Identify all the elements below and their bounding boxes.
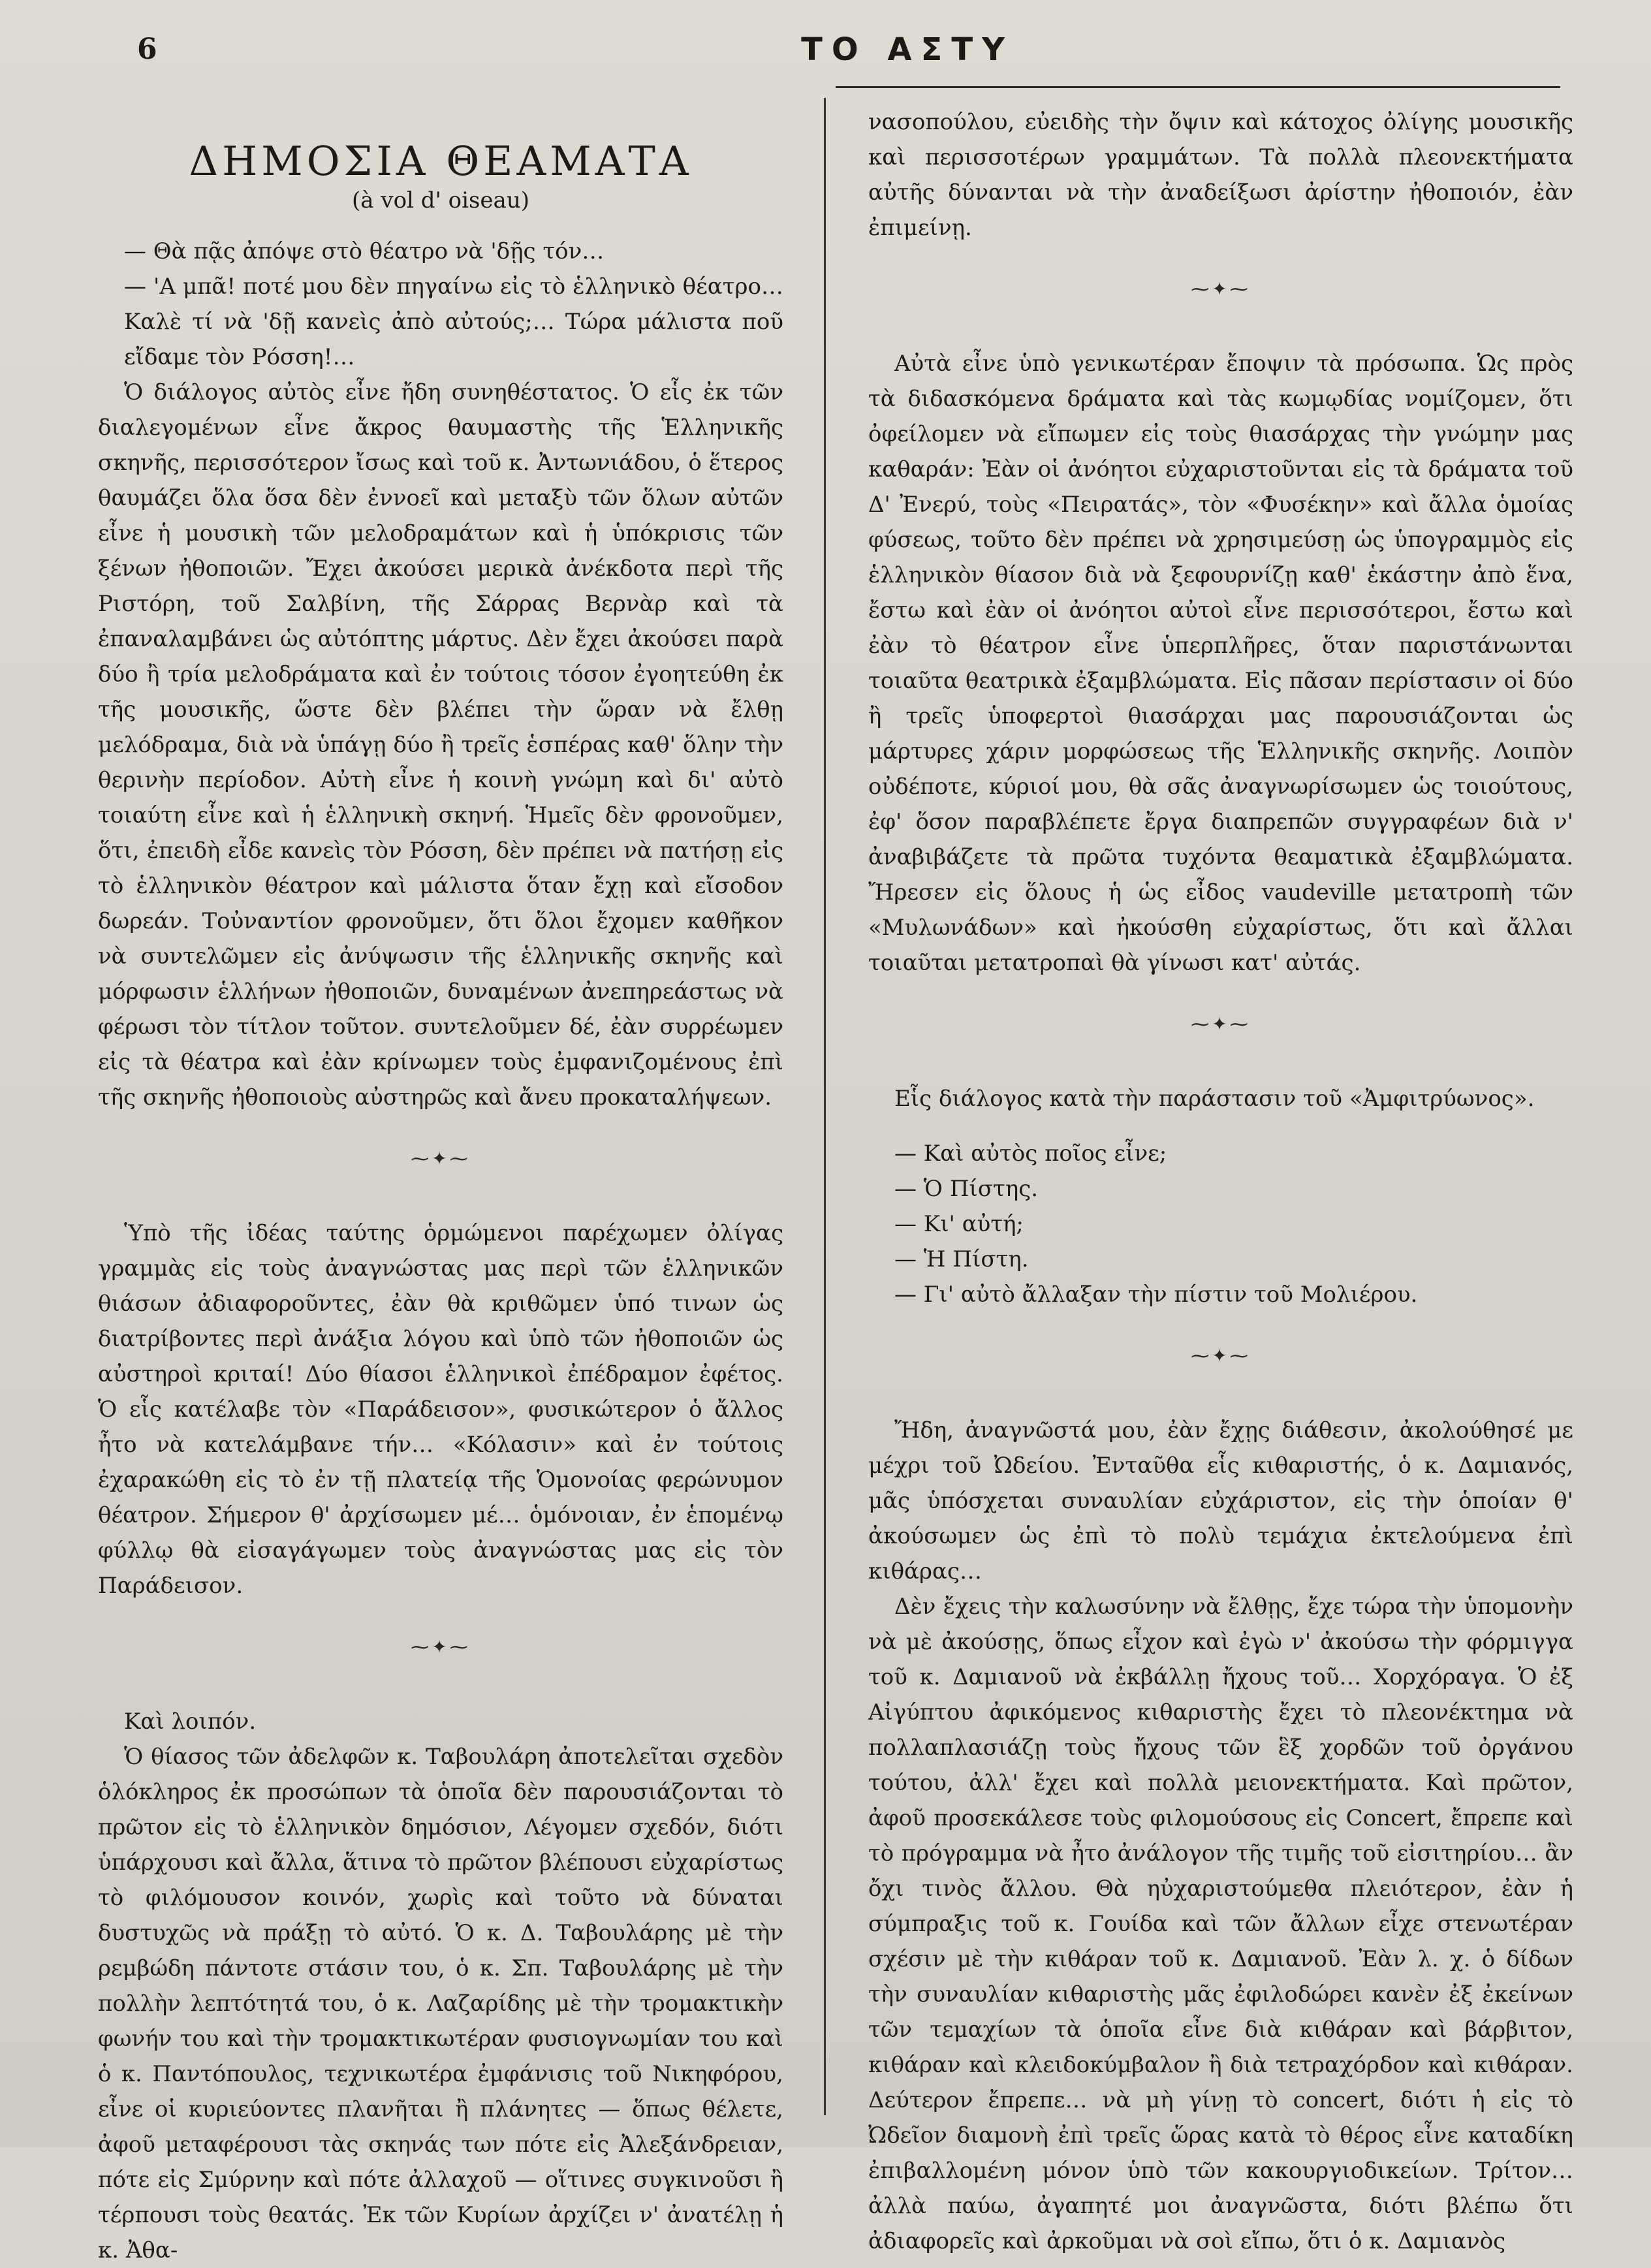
dialog-line: — Ὁ Πίστης.: [894, 1176, 1039, 1202]
dialog-line: — Ἡ Πίστη.: [894, 1246, 1029, 1272]
paragraph: Ὑπὸ τῆς ἰδέας ταύτης ὁρμώμενοι παρέχωμεν ὀλίγας γραμμὰς εἰς τοὺς ἀναγνώστας μας περὶ τῶν ἑλληνικῶν θιάσων ἀδιαφοροῦντες, ἐὰν θὰ κριθῶμεν ὑπό τινων ὡς διατρίβοντες περὶ ἀνάξια λόγου καὶ ὑπὸ τῶν ἠθοποιῶν ὡς αὐστηροὶ κριταί! Δύο θίασοι ἑλληνικοὶ ἐπέδραμον ἐφέτος. Ὁ εἷς κατέλαβε τὸν «Παράδεισον», φυσικώτερον ὁ ἄλλος ἦτο νὰ κατελάμβανε τήν… «Κόλασιν» καὶ ἐν τούτοις ἐχαρακώθη εἰς τὸ ἐν τῇ πλατείᾳ τῆς Ὁμονοίας φερώνυμον θέατρον. Σήμερον θ' ἀρχίσωμεν μέ… ὁμόνοιαν, ἐν ἑπομένῳ φύλλῳ θὰ εἰσαγάγωμεν τοὺς ἀναγνώστας μας εἰς τὸν Παράδεισον.: [98, 1220, 783, 1599]
page-header: [131, 29, 1567, 87]
column-divider: [824, 98, 826, 2115]
article-subtitle: (à vol d' oiseau): [352, 187, 529, 213]
dialog-line: — Θὰ πᾷς ἀπόψε στὸ θέατρο νὰ 'δῇς τόν…: [124, 238, 605, 264]
paragraph-lead: Καὶ λοιπόν.: [124, 1709, 257, 1735]
paragraph: Ὁ θίασος τῶν ἀδελφῶν κ. Ταβουλάρη ἀποτελεῖται σχεδὸν ὁλόκληρος ἐκ προσώπων τὰ ὁποῖα δὲν παρουσιάζονται τὸ πρῶτον εἰς τὸ ἑλληνικὸν δημόσιον, Λέγομεν σχεδόν, διότι ὑπάρχουσι καὶ ἄλλα, ἅτινα τὸ πρῶτον βλέπουσι εὐχαρίστως τὸ φιλόμουσον κοινόν, χωρὶς καὶ τοῦτο νὰ δύναται δυστυχῶς νὰ πράξῃ τὸ αὐτό. Ὁ κ. Δ. Ταβουλάρης μὲ τὴν ρεμβώδη πάντοτε στάσιν του, ὁ κ. Σπ. Ταβουλάρης μὲ τὴν πολλὴν λεπτότητά του, ὁ κ. Λαζαρίδης μὲ τὴν τρομακτικὴν φωνήν του καὶ τὴν τρομακτικωτέραν φυσιογνωμίαν του καὶ ὁ κ. Παντόπουλος, τεχνικωτέρα ἐμφάνισις τοῦ Νικηφόρου, εἶνε οἱ κυριεύοντες πλανῆται ἢ πλάνητες — ὅπως θέλετε, ἀφοῦ μεταφέρουσι τὰς σκηνάς των πότε εἰς Ἀλεξάνδρειαν, πότε εἰς Σμύρνην καὶ πότε ἀλλαχοῦ — οἵτινες συγκινοῦσι ἢ τέρπουσι τοὺς θεατάς. Ἐκ τῶν Κυρίων ἀρχίζει ν' ἀνατέλῃ ἡ κ. Ἀθα-: [98, 1744, 783, 2263]
masthead-title: ΤΟ ΑΣΤΥ: [801, 31, 1014, 68]
paragraph: Εἷς διάλογος κατὰ τὴν παράστασιν τοῦ «Ἀμφιτρύωνος».: [894, 1086, 1535, 1112]
section-ornament: ⁓✦⁓: [1191, 1013, 1251, 1035]
right-column: [868, 104, 1573, 2259]
paragraph: νασοπούλου, εὐειδὴς τὴν ὄψιν καὶ κάτοχος ὀλίγης μουσικῆς καὶ περισσοτέρων γραμμάτων. Τὰ πολλὰ πλεονεκτήματα αὐτῆς δύνανται νὰ τὴν ἀναδείξωσι ἀρίστην ἠθοποιόν, ἐὰν ἐπιμείνῃ.: [868, 109, 1573, 241]
section-ornament: ⁓✦⁓: [1191, 1345, 1251, 1366]
header-rule: [836, 86, 1560, 88]
dialog-line: — 'Α μπᾶ! ποτέ μου δὲν πηγαίνω εἰς τὸ ἑλληνικὸ θέατρο… Καλὲ τί νὰ 'δῇ κανεὶς ἀπὸ αὐτούς;… Τώρα μάλιστα ποῦ εἴδαμε τὸν Ρόσση!…: [124, 274, 783, 370]
section-ornament: ⁓✦⁓: [1191, 278, 1251, 300]
dialog-line: — Κι' αὐτή;: [894, 1211, 1024, 1237]
paragraph: Ἤδη, ἀναγνῶστά μου, ἐὰν ἔχῃς διάθεσιν, ἀκολούθησέ με μέχρι τοῦ Ὠδείου. Ἐνταῦθα εἷς κιθαριστής, ὁ κ. Δαμιανός, μᾶς ὑπόσχεται συναυλίαν εὐχάριστον, εἰς τὴν ὁποίαν θ' ἀκούσωμεν ὡς ἐπὶ τὸ πολὺ τεμάχια ἐκτελούμενα ἐπὶ κιθάρας…: [868, 1417, 1573, 1584]
paragraph: Ὁ διάλογος αὐτὸς εἶνε ἤδη συνηθέστατος. Ὁ εἷς ἐκ τῶν διαλεγομένων εἶνε ἄκρος θαυμαστὴς τῆς Ἑλληνικῆς σκηνῆς, περισσότερον ἴσως καὶ τοῦ κ. Ἀντωνιάδου, ὁ ἕτερος θαυμάζει ὅλα ὅσα δὲν ἐννοεῖ καὶ μεταξὺ τῶν ὅλων αὐτῶν εἶνε ἡ μουσικὴ τῶν μελοδραμάτων καὶ ἡ ὑπόκρισις τῶν ξένων ἠθοποιῶν. Ἔχει ἀκούσει μερικὰ ἀνέκδοτα περὶ τῆς Ριστόρη, τοῦ Σαλβίνη, τῆς Σάρρας Βερνὰρ καὶ τὰ ἐπαναλαμβάνει ὡς αὐτόπτης μάρτυς. Δὲν ἔχει ἀκούσει παρὰ δύο ἢ τρία μελοδράματα καὶ ἐν τούτοις τόσον ἐγοητεύθη ἐκ τῆς μουσικῆς, ὥστε δὲν βλέπει τὴν ὥραν νὰ ἔλθῃ μελόδραμα, διὰ νὰ ὑπάγῃ δύο ἢ τρεῖς ἑσπέρας καθ' ὅλην τὴν θερινὴν περίοδον. Αὐτὴ εἶνε ἡ κοινὴ γνώμη καὶ δι' αὐτὸ τοιαύτη εἶνε καὶ ἡ ἑλληνικὴ σκηνή. Ἡμεῖς δὲν φρονοῦμεν, ὅτι, ἐπειδὴ εἶδε κανεὶς τὸν Ρόσση, δὲν πρέπει νὰ πατήσῃ εἰς τὸ ἑλληνικὸν θέατρον καὶ μάλιστα ὅταν ἔχῃ καὶ εἴσοδον δωρεάν. Τοὐναντίον φρονοῦμεν, ὅτι ὅλοι ἔχομεν καθῆκον νὰ συντελῶμεν εἰς ἀνύψωσιν τῆς ἑλληνικῆς σκηνῆς καὶ μόρφωσιν ἑλλήνων ἠθοποιῶν, δυναμένων ἀνεπηρεάστως νὰ φέρωσι τὸν τίτλον τοῦτον. συντελοῦμεν δέ, ἐὰν συρρέωμεν εἰς τὰ θέατρα καὶ ἐὰν κρίνωμεν τοὺς ἐμφανιζομένους ἐπὶ τῆς σκηνῆς ἠθοποιοὺς αὐστηρῶς καὶ ἄνευ προκαταλήψεων.: [98, 379, 783, 1110]
article-title: ΔΗΜΟΣΙΑ ΘΕΑΜΑΤΑ: [189, 137, 693, 185]
section-ornament: ⁓✦⁓: [411, 1148, 471, 1169]
paragraph: Αὐτὰ εἶνε ὑπὸ γενικωτέραν ἔποψιν τὰ πρόσωπα. Ὡς πρὸς τὰ διδασκόμενα δράματα καὶ τὰς κωμῳδίας νομίζομεν, ὅτι ὀφείλομεν νὰ εἴπωμεν εἰς τοὺς θιασάρχας τὴν γνώμην μας καθαράν: Ἐὰν οἱ ἀνόητοι εὐχαριστοῦνται εἰς τὰ δράματα τοῦ Δ' Ἐνερύ, τοὺς «Πειρατάς», τὸν «Φυσέκην» καὶ ἄλλα ὁμοίας φύσεως, τοῦτο δὲν πρέπει νὰ χρησιμεύσῃ ὡς ὑπογραμμὸς εἰς ἑλληνικὸν θίασον διὰ νὰ ξεφουρνίζῃ καθ' ἑκάστην ἀπὸ ἕνα, ἔστω καὶ ἐὰν οἱ ἀνόητοι αὐτοὶ εἶνε περισσότεροι, ἔστω καὶ ἐὰν τὸ θέατρον εἶνε ὑπερπλῆρες, ὅταν παριστάνωνται τοιαῦτα θεατρικὰ ἐξαμβλώματα. Εἰς πᾶσαν περίστασιν οἱ δύο ἢ τρεῖς ὑποφερτοὶ θιασάρχαι μας παρουσιάζονται ὡς μάρτυρες χάριν μορφώσεως τῆς Ἑλληνικῆς σκηνῆς. Λοιπὸν οὐδέποτε, κύριοί μου, θὰ σᾶς ἀναγνωρίσωμεν ὡς τοιούτους, ἐφ' ὅσον παραβλέπετε ἔργα διαπρεπῶν συγγραφέων διὰ ν' ἀναβιβάζετε τὰ πρῶτα τυχόντα θεαματικὰ ἐξαμβλώματα. Ἤρεσεν εἰς ὅλους ἡ ὡς εἶδος vaudeville μετατροπὴ τῶν «Μυλωνάδων» καὶ ἠκούσθη εὐχαρίστως, ὅτι καὶ ἄλλαι τοιαῦται μετατροπαὶ θὰ γίνωσι κατ' αὐτάς.: [868, 351, 1573, 976]
section-ornament: ⁓✦⁓: [411, 1636, 471, 1658]
page-number: 6: [137, 33, 157, 66]
left-column: [98, 131, 783, 2268]
dialog-line: — Γι' αὐτὸ ἄλλαξαν τὴν πίστιν τοῦ Μολιέρου.: [894, 1282, 1418, 1308]
paragraph: Δὲν ἔχεις τὴν καλωσύνην νὰ ἔλθῃς, ἔχε τώρα τὴν ὑπομονὴν νὰ μὲ ἀκούσῃς, ὅπως εἶχον καὶ ἐγὼ ν' ἀκούσω τὴν φόρμιγγα τοῦ κ. Δαμιανοῦ νὰ ἐκβάλλῃ ἤχους τοῦ… Χορχόραγα. Ὁ ἐξ Αἰγύπτου ἀφικόμενος κιθαριστὴς ἔχει τὸ πλεονέκτημα νὰ πολλαπλασιάζῃ τοὺς ἤχους τῶν ἓξ χορδῶν τοῦ ὀργάνου τούτου, ἀλλ' ἔχει καὶ πολλὰ μειονεκτήματα. Καὶ πρῶτον, ἀφοῦ προσεκάλεσε τοὺς φιλομούσους εἰς Concert, ἔπρεπε καὶ τὸ πρόγραμμα νὰ ἦτο ἀνάλογον τῆς τιμῆς τοῦ εἰσιτηρίου… ἂν ὄχι τινὸς ἄλλου. Θὰ ηὐχαριστούμεθα πλειότερον, ἐὰν ἡ σύμπραξις τοῦ κ. Γουίδα καὶ τῶν ἄλλων εἶχε στενωτέραν σχέσιν μὲ τὴν κιθάραν τοῦ κ. Δαμιανοῦ. Ἐὰν λ. χ. ὁ δίδων τὴν συναυλίαν κιθαριστὴς μᾶς ἐφιλοδώρει κανὲν ἐξ ἐκείνων τῶν τεμαχίων τὰ ὁποῖα εἶνε διὰ κιθάραν καὶ βάρβιτον, κιθάραν καὶ κλειδοκύμβαλον ἢ διὰ τετραχόρδον καὶ κιθάραν. Δεύτερον ἔπρεπε… νὰ μὴ γίνῃ τὸ concert, διότι ἡ εἰς τὸ Ὠδεῖον διαμονὴ ἐπὶ τρεῖς ὥρας κατὰ τὸ θέρος εἶνε καταδίκη ἐπιβαλλομένη μόνον ὑπὸ τῶν κακουργιοδικείων. Τρίτον… ἀλλὰ παύω, ἀγαπητέ μοι ἀναγνῶστα, διότι βλέπω ὅτι ἀδιαφορεῖς καὶ ἀρκοῦμαι νὰ σοὶ εἴπω, ὅτι ὁ κ. Δαμιανὸς: [868, 1594, 1573, 2254]
dialog-line: — Καὶ αὐτὸς ποῖος εἶνε;: [894, 1141, 1167, 1167]
